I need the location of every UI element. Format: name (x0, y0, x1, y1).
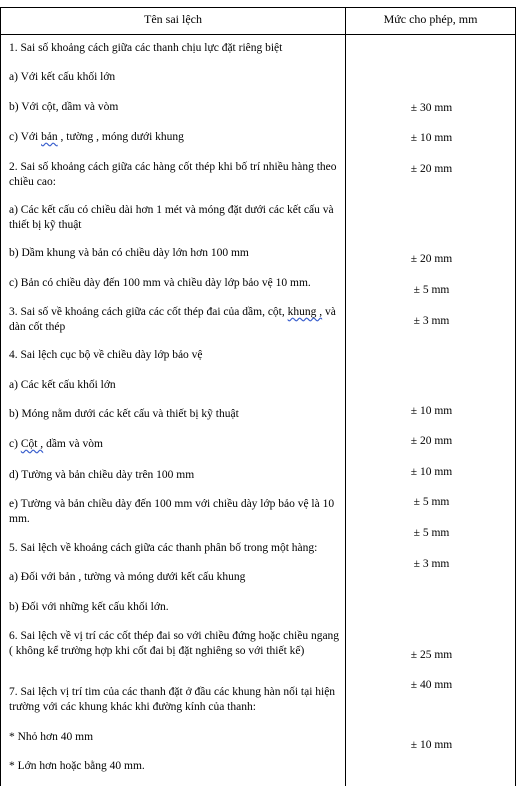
item-4c-suffix: dầm và vòm (43, 438, 103, 450)
item-4c (9, 437, 344, 452)
item-6: 6. Sai lệch về vị trí các cốt thép đai so với chiều đứng hoặc chiều ngang ( không kể trường hợp khi cốt đai bị đặt nghiêng so với thiết kế) (9, 630, 340, 657)
item-3-prefix: 3. Sai số về khoảng cách giữa các cốt thép đai của dầm, cột, (9, 306, 288, 318)
item-7a: * Nhỏ hơn 40 mm (9, 731, 94, 743)
item-5b: b) Đối với những kết cấu khối lớn. (9, 601, 169, 613)
value-14: ± 40 mm (410, 679, 453, 691)
item-5: 5. Sai lệch về khoảng cách giữa các thanh phân bố trong một hàng: (9, 542, 318, 554)
item-5a: a) Đối với bản , tường và móng dưới kết cấu khung (9, 571, 246, 583)
item-7b: * Lớn hơn hoặc bằng 40 mm. (9, 760, 145, 772)
item-3-spellcheck-word: khung , (287, 306, 323, 318)
value-11: ± 5 mm (413, 527, 450, 539)
value-13: ± 25 mm (410, 649, 453, 661)
item-4b: b) Móng nằm dưới các kết cấu và thiết bị kỹ thuật (9, 408, 239, 420)
value-8: ± 20 mm (410, 435, 453, 447)
value-5: ± 5 mm (413, 284, 450, 296)
item-1c-prefix: c) Với (9, 131, 42, 143)
item-4: 4. Sai lệch cục bộ về chiều dày lớp bảo vệ (9, 349, 203, 361)
item-4c-prefix: c) (9, 438, 21, 450)
item-1b: b) Với cột, dầm và vòm (9, 101, 119, 113)
value-3: ± 20 mm (410, 163, 453, 175)
item-1a: a) Với kết cấu khối lớn (9, 71, 116, 83)
item-4c-spellcheck-word: Cột , (20, 438, 44, 450)
item-4a: a) Các kết cấu khối lớn (9, 379, 116, 391)
item-2c: c) Bản có chiều dày đến 100 mm và chiều dày lớp bảo vệ 10 mm. (9, 277, 311, 289)
value-15: ± 10 mm (410, 739, 453, 751)
value-4: ± 20 mm (410, 253, 453, 265)
item-2: 2. Sai số khoảng cách giữa các hàng cốt thép khi bố trí nhiều hàng theo chiều cao: (9, 161, 337, 188)
item-2b: b) Dầm khung và bản có chiều dày lớn hơn 100 mm (9, 247, 249, 259)
value-7: ± 10 mm (410, 405, 453, 417)
item-7: 7. Sai lệch vị trí tim của các thanh đặt ở đầu các khung hàn nối tại hiện trường với các khung khác khi đường kính của thanh: (9, 686, 336, 713)
value-6: ± 3 mm (413, 315, 450, 327)
table-left-border (0, 7, 1, 786)
item-4d: d) Tường và bản chiều dày trên 100 mm (9, 469, 195, 481)
value-10: ± 5 mm (413, 496, 450, 508)
table-right-border (515, 7, 516, 786)
header-deviation-name: Tên sai lệch (144, 12, 202, 26)
item-3 (9, 305, 344, 334)
value-2: ± 10 mm (410, 132, 453, 144)
value-12: ± 3 mm (413, 558, 450, 570)
column-divider (345, 7, 346, 786)
item-2a: a) Các kết cấu có chiều dài hơn 1 mét và móng đặt dưới các kết cấu và thiết bị kỹ thuật (9, 204, 334, 231)
header-allowed-tolerance: Mức cho phép, mm (383, 12, 478, 26)
item-1c-suffix: , tường , móng dưới khung (57, 131, 184, 143)
item-1c (9, 130, 344, 145)
item-3-suffix: và dàn cốt thép (9, 306, 336, 333)
item-1c-spellcheck-word: bản (41, 131, 58, 143)
value-9: ± 10 mm (410, 466, 453, 478)
item-4e: e) Tường và bản chiều dày đến 100 mm với chiều dày lớp bảo vệ là 10 mm. (9, 498, 335, 525)
item-1: 1. Sai số khoảng cách giữa các thanh chịu lực đặt riêng biệt (9, 42, 283, 54)
table-top-border (0, 7, 516, 8)
value-1: ± 30 mm (410, 102, 453, 114)
header-bottom-border (0, 34, 516, 35)
